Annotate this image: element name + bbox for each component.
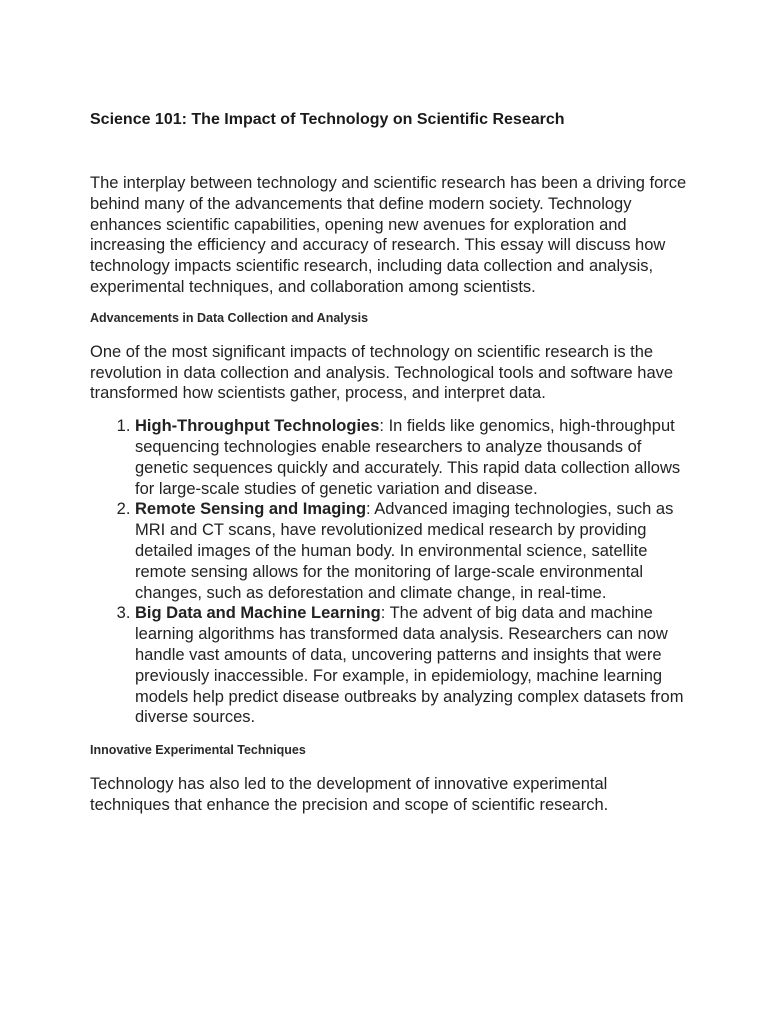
- list-item: [135, 603, 690, 728]
- document-title: Science 101: The Impact of Technology on Scientific Research: [90, 111, 565, 128]
- list-item-text: : The advent of big data and machine learning algorithms has transformed data analysis. Researchers can now handle vast amounts of data, uncovering patterns and insights that were previously inaccessible. For example, in epidemiology, machine learning models help predict disease outbreaks by analyzing complex datasets from diverse sources.: [135, 604, 684, 727]
- section-heading-data-collection: Advancements in Data Collection and Analysis: [90, 310, 369, 325]
- intro-paragraph: The interplay between technology and scientific research has been a driving force behind many of the advancements that define modern society. Technology enhances scientific capabilities, opening new avenues for exploration and increasing the efficiency and accuracy of research. This essay will discuss how technology impacts scientific research, including data collection and analysis, experimental techniques, and collaboration among scientists.: [90, 174, 687, 296]
- document-page: [90, 110, 690, 816]
- list-item-text: : In fields like genomics, high-throughput sequencing technologies enable researchers to analyze thousands of genetic sequences quickly and accurately. This rapid data collection allows for large-scale studies of genetic variation and disease.: [135, 417, 681, 498]
- list-item-text: : Advanced imaging technologies, such as MRI and CT scans, have revolutionized medical research by providing detailed images of the human body. In environmental science, satellite remote sensing allows for the monitoring of large-scale environmental changes, such as deforestation and climate change, in real-time.: [135, 500, 674, 602]
- list-item-term: High-Throughput Technologies: [135, 417, 380, 436]
- list-item-term: Big Data and Machine Learning: [135, 604, 381, 623]
- list-item: [135, 416, 690, 499]
- experimental-techniques-paragraph: Technology has also led to the development of innovative experimental techniques that enhance the precision and scope of scientific research.: [90, 775, 609, 814]
- section-heading-experimental-techniques: Innovative Experimental Techniques: [90, 743, 306, 758]
- list-item: [135, 499, 690, 603]
- technology-list: [90, 416, 690, 728]
- list-item-term: Remote Sensing and Imaging: [135, 500, 367, 519]
- data-collection-paragraph: One of the most significant impacts of technology on scientific research is the revolution in data collection and analysis. Technological tools and software have transformed how scientists gather, process, and interpret data.: [90, 342, 674, 403]
